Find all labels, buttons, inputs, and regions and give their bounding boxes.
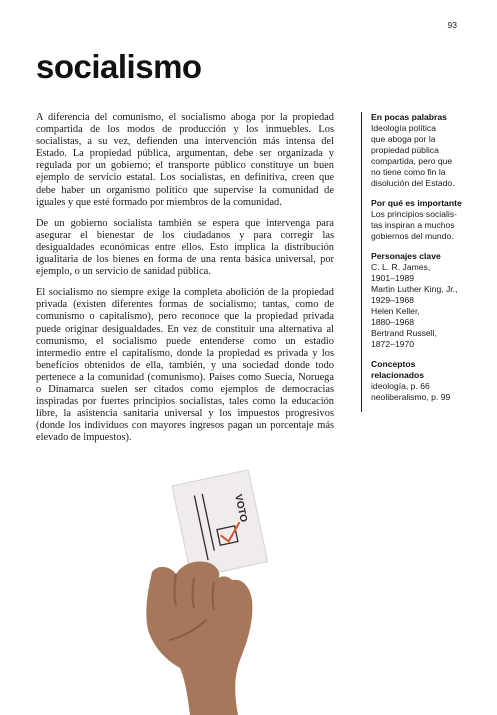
sidebar-line: 1872–1970: [371, 339, 415, 349]
main-text: [36, 112, 334, 453]
sidebar-line: Bertrand Russell,: [371, 328, 437, 338]
sidebar-key-people: [371, 251, 476, 350]
page-number: 93: [447, 20, 457, 30]
sidebar: [361, 112, 476, 412]
sidebar-related: [371, 359, 476, 403]
paragraph: De un gobierno socialista también se espera que intervenga para asegurar el bienestar de los ciudadanos y para corregir las desigualdades económicas entre ellos. Esto implica la distribución igualitaria de los bienes en forma de una renta básica universal, por ejemplo, o un servicio de sanidad pública.: [36, 217, 334, 278]
sidebar-line: propiedad pública: [371, 145, 439, 155]
sidebar-line: 1880–1968: [371, 317, 415, 327]
sidebar-line: disolución del Estado.: [371, 178, 455, 188]
ballot-label: VOTO: [232, 493, 249, 524]
sidebar-line: C. L. R. James,: [371, 262, 431, 272]
sidebar-heading: Conceptos: [371, 359, 416, 369]
sidebar-heading: En pocas palabras: [371, 112, 447, 122]
paragraph: A diferencia del comunismo, el socialismo aboga por la propiedad compartida de los modos de producción y los inmuebles. Los socialistas, a su vez, defienden una intervención más intensa del Estado. La propiedad pública, argumentan, debe ser organizada y regulada por un gobierno; el transporte público constituye un buen ejemplo de servicio estatal. Los socialistas, en definitiva, creen que debe haber un organismo político que supervise la comunidad de iguales y que esté formado por miembros de la comunidad.: [36, 112, 334, 208]
sidebar-line: Ideología política: [371, 123, 436, 133]
sidebar-in-brief: [371, 112, 476, 189]
ballot-paper: [172, 470, 268, 578]
sidebar-line: Helen Keller,: [371, 306, 420, 316]
sidebar-heading: Por qué es importante: [371, 198, 462, 208]
sidebar-line: neoliberalismo, p. 99: [371, 392, 451, 402]
sidebar-line: Martin Luther King, Jr.,: [371, 284, 458, 294]
ballot-sheet: [172, 470, 268, 578]
sidebar-why-important: [371, 198, 476, 242]
sidebar-line: 1929–1968: [371, 295, 415, 305]
sidebar-line: ideología, p. 66: [371, 381, 430, 391]
hand-shape: [146, 567, 252, 715]
page-title: socialismo: [36, 48, 202, 85]
sidebar-line: no tiene como fin la: [371, 167, 446, 177]
sidebar-line: gobiernos del mundo.: [371, 231, 454, 241]
sidebar-line: compartida, pero que: [371, 156, 453, 166]
sidebar-heading: Personajes clave: [371, 251, 441, 261]
sidebar-line: tas inspiran a muchos: [371, 220, 455, 230]
hand-voting-illustration: [130, 470, 290, 715]
sidebar-line: que aboga por la: [371, 134, 436, 144]
sidebar-heading: relacionados: [371, 370, 425, 380]
sidebar-line: 1901–1989: [371, 273, 415, 283]
paragraph: El socialismo no siempre exige la completa abolición de la propiedad privada (existen diferentes formas de socialismo; tantas, como de comunismo o capitalismo), pero reconoce que la propiedad privada puede originar desigualdades. En vez de constituir una alternativa al comunismo, el socialismo puede entenderse como un estadio intermedio entre el capitalismo, donde la propiedad es privada y los beneficios obtenidos de ella, también, y una sociedad donde todo pertenece a la comunidad (comunismo). Países como Suecia, Noruega o Dinamarca suelen ser citados como ejemplos de democracias inspiradas por fuertes principios socialistas, tales como la educación libre, la asistencia sanitaria universal y los impuestos progresivos (donde los individuos con mayores ingresos pagan un porcentaje más elevado de impuestos).: [36, 287, 334, 444]
sidebar-line: Los principios socialis-: [371, 209, 457, 219]
